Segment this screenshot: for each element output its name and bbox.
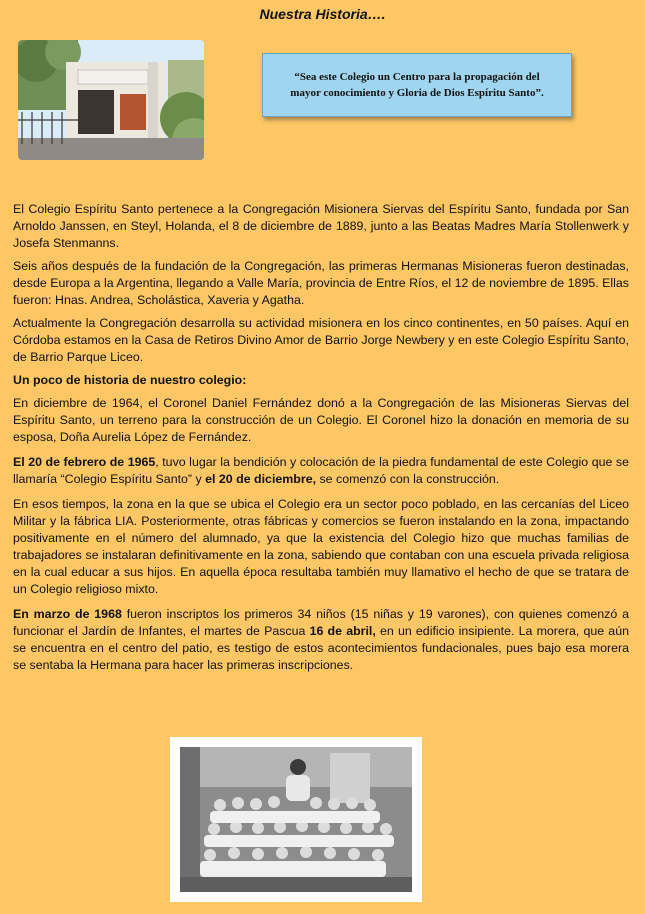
paragraph-neighborhood: En esos tiempos, la zona en la que se ubica el Colegio era un sector poco poblado, en las cercanías del Liceo Militar y la fábrica LIA. Posteriormente, otras fábricas y comercios se fueron instalando en la zona, impactando positivamente en el número del alumnado, ya que la existencia del Colegio hizo que muchas familias de trabajadores se instalaran definitivamente en la zona, sabiendo que contaban con una escuela privada religiosa en la cual educar a sus hijos. En aquella época resultaba también muy llamativo el hecho de que se tratara de un Colegio religioso mixto. bbox=[13, 497, 629, 596]
history-text bbox=[13, 201, 629, 682]
first-students-photo bbox=[170, 737, 422, 902]
date-april: 16 de abril, bbox=[309, 624, 376, 638]
date-1968: En marzo de 1968 bbox=[13, 607, 122, 621]
paragraph-current-activity: Actualmente la Congregación desarrolla su actividad misionera en los cinco continentes, en 50 países. Aquí en Córdoba estamos en la Casa de Retiros Divino Amor de Barrio Jorge Newbery y en este Colegio Espíritu Santo, de Barrio Parque Liceo. bbox=[13, 316, 629, 364]
paragraph-founding: El Colegio Espíritu Santo pertenece a la Congregación Misionera Siervas del Espíritu Santo, fundada por San Arnoldo Janssen, en Steyl, Holanda, el 8 de diciembre de 1889, junto a las Beatas Madres María Stollenwerk y Josefa Stenmanns. bbox=[13, 202, 629, 250]
motto-quote-box: “Sea este Colegio un Centro para la propagación del mayor conocimiento y Gloria de Dios Espíritu Santo”. bbox=[262, 53, 572, 117]
paragraph-foundation-stone: El 20 de febrero de 1965, tuvo lugar la bendición y colocación de la piedra fundamental de este Colegio que se llamaría “Colegio Espíritu Santo” y el 20 de diciembre, se comenzó con la construcción. bbox=[13, 455, 629, 486]
date-1965: El 20 de febrero de 1965 bbox=[13, 455, 156, 469]
paragraph-donation: En diciembre de 1964, el Coronel Daniel Fernández donó a la Congregación de las Misioneras Siervas del Espíritu Santo, un terreno para la construcción de un Colegio. El Coronel hizo la donación en memoria de su esposa, Doña Aurelia López de Fernández. bbox=[13, 396, 629, 444]
school-building-photo bbox=[18, 40, 204, 160]
paragraph-first-sisters: Seis años después de la fundación de la Congregación, las primeras Hermanas Misioneras fueron destinadas, desde Europa a la Argentina, llegando a Valle María, provincia de Entre Ríos, el 12 de noviembre de 1895. Ellas fueron: Hnas. Andrea, Scholástica, Xaveria y Agatha. bbox=[13, 259, 629, 307]
page-title: Nuestra Historia…. bbox=[259, 6, 386, 22]
paragraph-first-students: En marzo de 1968 fueron inscriptos los primeros 34 niños (15 niñas y 19 varones), con quienes comenzó a funcionar el Jardín de Infantes, el martes de Pascua 16 de abril, en un edificio insipiente. La morera, que aún se encuentra en el centro del patio, es testigo de estos acontecimientos fundacionales, pues bajo esa morera se sentaba la Hermana para hacer las primeras inscripciones. bbox=[13, 607, 629, 672]
section-heading: Un poco de historia de nuestro colegio: bbox=[13, 373, 247, 387]
date-december: el 20 de diciembre, bbox=[205, 472, 317, 486]
